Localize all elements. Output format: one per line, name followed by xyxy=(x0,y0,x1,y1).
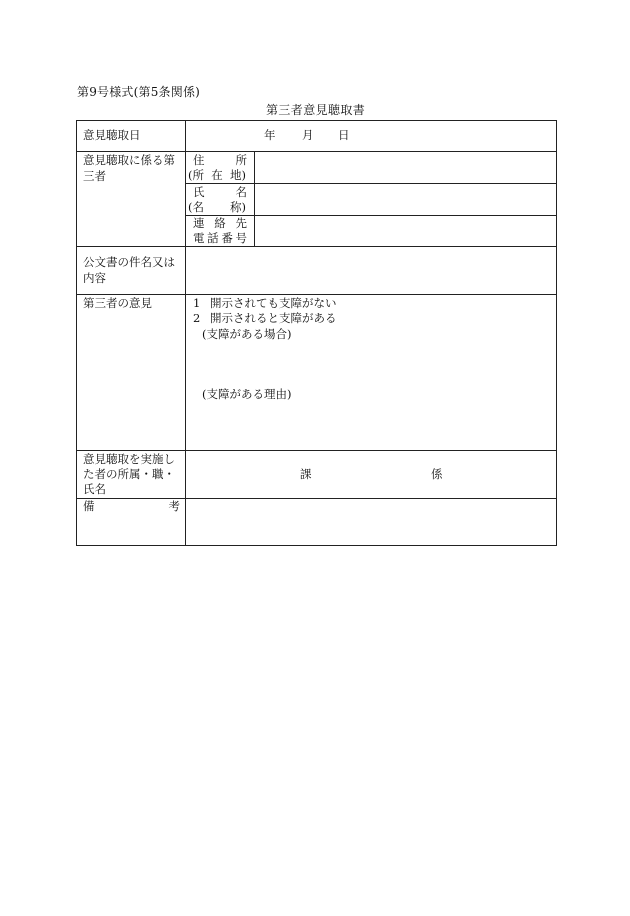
remarks-label xyxy=(83,498,180,515)
address-sublabel-part: 在 xyxy=(211,168,223,182)
third-party-label-line1: 意見聴取に係る第 xyxy=(83,153,175,167)
phone-label-char: 番 xyxy=(221,231,233,245)
address-sublabel-part: (所 xyxy=(188,168,204,182)
address-sublabel xyxy=(188,167,246,184)
implementer-label-line3: 氏名 xyxy=(83,482,106,496)
date-month-unit: 月 xyxy=(302,128,314,142)
date-row-label: 意見聴取日 xyxy=(83,128,141,142)
row-divider-third-party xyxy=(76,246,557,247)
table-border-top xyxy=(76,120,557,121)
name-sublabel-part: 称) xyxy=(230,200,246,214)
table-border-bottom xyxy=(76,545,557,546)
name-sublabel xyxy=(188,199,246,216)
document-title: 第三者意見聴取書 xyxy=(266,103,366,117)
option-1-text: 開示されても支障がない xyxy=(210,296,337,310)
form-number-label: 第9号様式(第5条関係) xyxy=(77,85,201,99)
phone-label-char: 話 xyxy=(207,231,219,245)
objection-reason-label: (支障がある理由) xyxy=(202,387,292,401)
address-label-char: 住 xyxy=(193,153,205,167)
name-label-char: 氏 xyxy=(193,185,205,199)
date-year-unit: 年 xyxy=(264,128,276,142)
third-party-label-line2: 三者 xyxy=(83,169,106,183)
contact-label-char: 先 xyxy=(235,216,247,230)
name-label-char: 名 xyxy=(235,185,247,199)
objection-case-label: (支障がある場合) xyxy=(202,327,292,341)
section-unit-label: 課 xyxy=(300,467,312,481)
remarks-label-char: 備 xyxy=(83,499,95,513)
phone-label-char: 号 xyxy=(235,231,247,245)
option-2-number: 2 xyxy=(193,311,201,325)
subsection-unit-label: 係 xyxy=(431,467,443,481)
contact-label-char: 連 xyxy=(193,216,205,230)
name-sublabel-part: (名 xyxy=(188,200,204,214)
phone-label-char: 電 xyxy=(193,231,205,245)
label-column-divider xyxy=(185,120,186,546)
table-border-left xyxy=(76,120,77,546)
address-sublabel-part: 地) xyxy=(230,168,246,182)
contact-label-char: 絡 xyxy=(214,216,226,230)
implementer-label-line2: た者の所属・職・ xyxy=(83,467,175,481)
hearing-form-table xyxy=(76,120,556,545)
phone-label xyxy=(193,230,247,247)
address-label-char: 所 xyxy=(235,153,247,167)
document-label-line1: 公文書の件名又は xyxy=(83,255,175,269)
table-border-right xyxy=(556,120,557,546)
date-day-unit: 日 xyxy=(338,128,350,142)
remarks-label-char: 考 xyxy=(168,499,180,513)
option-2-text: 開示されると支障がある xyxy=(210,311,337,325)
sublabel-column-divider xyxy=(254,151,255,247)
opinion-label: 第三者の意見 xyxy=(83,296,152,310)
implementer-label-line1: 意見聴取を実施し xyxy=(83,452,175,466)
document-label-line2: 内容 xyxy=(83,271,106,285)
option-1-number: 1 xyxy=(193,296,201,310)
